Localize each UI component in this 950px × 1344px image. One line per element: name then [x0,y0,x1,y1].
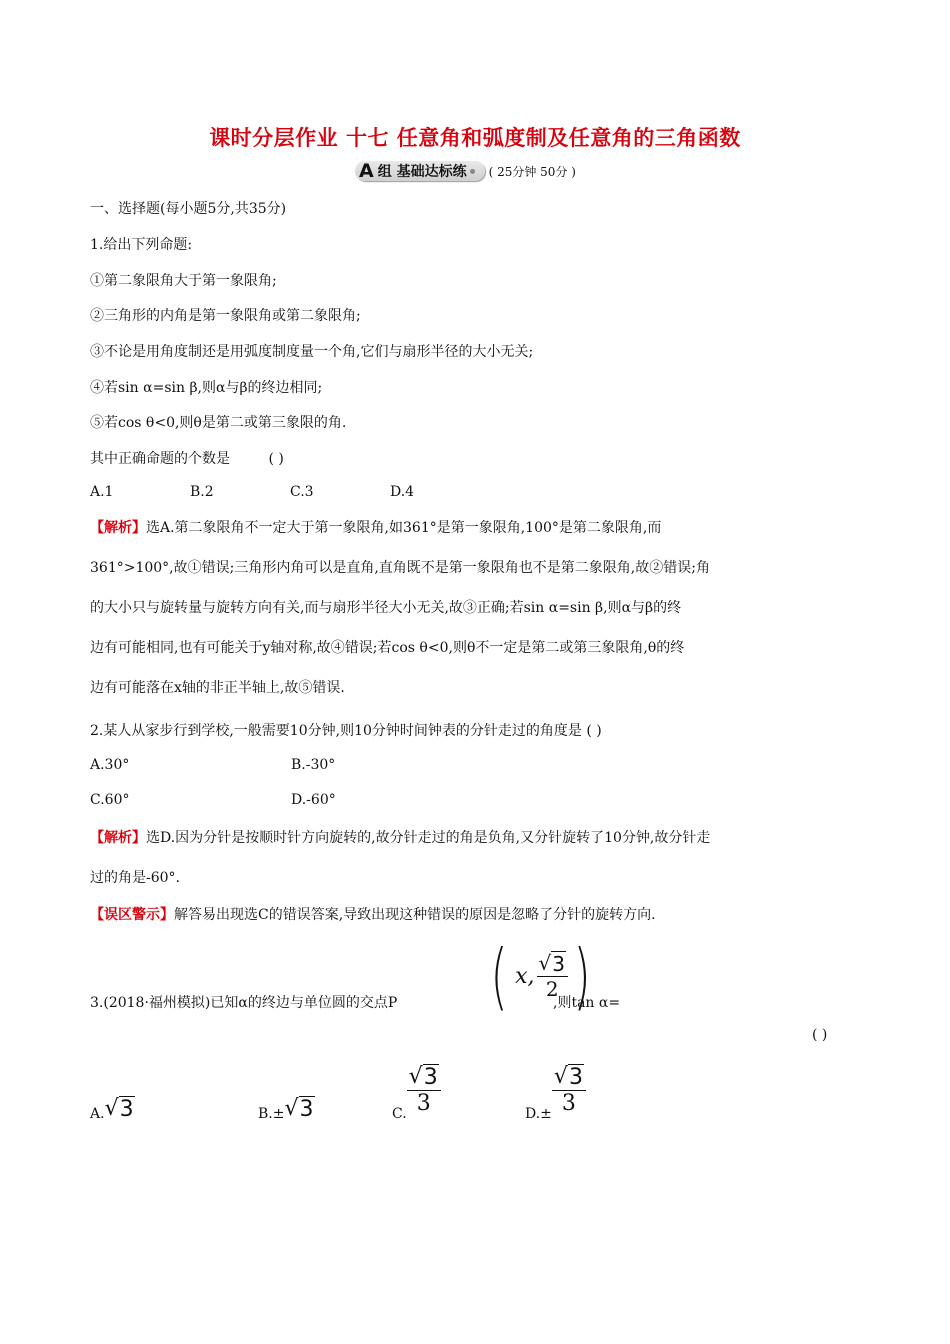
q1-question [90,448,284,468]
denominator: 3 [416,1091,431,1116]
q3-option-c [392,1058,441,1122]
q2-analysis [90,818,860,898]
option-d-fraction [552,1064,586,1116]
q1-item-2: ②三角形的内角是第一象限角或第二象限角; [90,308,361,324]
analysis-text: 选A.第二象限角不一定大于第一象限角,如361°是第一象限角,100°是第二象限角,而 [146,520,662,536]
q1-answer-blank: ( ) [268,451,284,467]
option-label: D.± [525,1106,552,1122]
q1-item-5: ⑤若cos θ<0,则θ是第二或第三象限的角. [90,415,347,431]
sqrt-icon: √ [538,951,552,975]
option-a-sqrt [105,1096,135,1122]
q1-item-1: ①第二象限角大于第一象限角; [90,273,277,289]
option-c-fraction [407,1064,441,1116]
q1-option-d: D.4 [390,484,415,500]
page-title: 课时分层作业 十七 任意角和弧度制及任意角的三角函数 [209,125,741,150]
point-y-radicand: 3 [552,952,565,976]
bullet-icon [470,169,475,174]
q2-analysis-line-2: 过的角是-60°. [90,870,180,886]
group-banner [355,160,576,182]
q3-option-b [258,1096,315,1122]
q1-ask: 其中正确命题的个数是 [90,451,230,467]
q3-stem-after: ,则tan α= [553,995,621,1011]
q1-analysis-line-3: 的大小只与旋转量与旋转方向有关,而与扇形半径大小无关,故③正确;若sin α=sin β,则α与β的终 [90,600,682,616]
option-label: A. [90,1106,105,1122]
q1-option-c: C.3 [290,484,314,500]
group-name: 组 基础达标练 [377,164,467,180]
q1-analysis-line-1 [90,508,860,548]
point-x: x, [515,963,535,989]
group-badge [355,161,485,181]
warning-tag: 【误区警示】 [90,907,174,923]
q2-option-c: C.60° [90,792,130,808]
q3-option-a [90,1096,135,1122]
q1-analysis-line-4: 边有可能相同,也有可能关于y轴对称,故④错误;若cos θ<0,则θ不一定是第二或第三象限角,θ的终 [90,640,685,656]
radicand: 3 [119,1097,134,1122]
group-letter: A [359,160,374,182]
analysis-text: 选D.因为分针是按顺时针方向旋转的,故分针走过的角是负角,又分针旋转了10分钟,故分针走 [146,830,711,846]
radicand: 3 [299,1097,314,1122]
section-heading: 一、选择题(每小题5分,共35分) [90,201,287,217]
denominator: 3 [561,1091,576,1116]
radicand: 3 [568,1065,583,1090]
q1-analysis-line-5: 边有可能落在x轴的非正半轴上,故⑤错误. [90,680,345,696]
option-label: B.± [258,1106,285,1122]
point-y-denominator: 2 [545,977,559,1001]
q2-warning [90,904,656,924]
q1-option-a: A.1 [90,484,114,500]
q2-option-a: A.30° [90,757,130,773]
option-label: C. [392,1106,407,1122]
q1-stem: 1.给出下列命题: [90,237,193,253]
radicand: 3 [423,1065,438,1090]
warning-text: 解答易出现选C的错误答案,导致出现这种错误的原因是忽略了分针的旋转方向. [174,907,656,923]
group-time: ( 25分钟 50分 ) [488,164,576,179]
q2-option-d: D.-60° [291,792,336,808]
sqrt-icon: √ [553,1064,568,1089]
q1-item-4: ④若sin α=sin β,则α与β的终边相同; [90,380,323,396]
analysis-tag: 【解析】 [90,830,146,846]
analysis-tag: 【解析】 [90,520,146,536]
q3-answer-blank: ( ) [812,1027,828,1043]
sqrt-icon: √ [284,1096,299,1121]
left-paren-icon: ( [490,934,508,1018]
sqrt-icon: √ [104,1096,119,1121]
q2-option-b: B.-30° [291,757,336,773]
q1-analysis [90,508,860,708]
q2-analysis-line-1 [90,818,860,858]
q2-stem: 2.某人从家步行到学校,一般需要10分钟,则10分钟时间钟表的分针走过的角度是 ( ) [90,723,602,739]
q1-option-b: B.2 [190,484,214,500]
q1-analysis-line-2: 361°>100°,故①错误;三角形内角可以是直角,直角既不是第一象限角也不是第二象限角,故②错误;角 [90,560,710,576]
q3-option-d [525,1058,586,1122]
option-b-sqrt [284,1096,314,1122]
q1-item-3: ③不论是用角度制还是用弧度制度量一个角,它们与扇形半径的大小无关; [90,344,534,360]
sqrt-icon: √ [408,1064,423,1089]
q3-stem-before: 3.(2018·福州模拟)已知α的终边与单位圆的交点P [90,995,398,1011]
right-paren-icon: ) [573,934,591,1018]
